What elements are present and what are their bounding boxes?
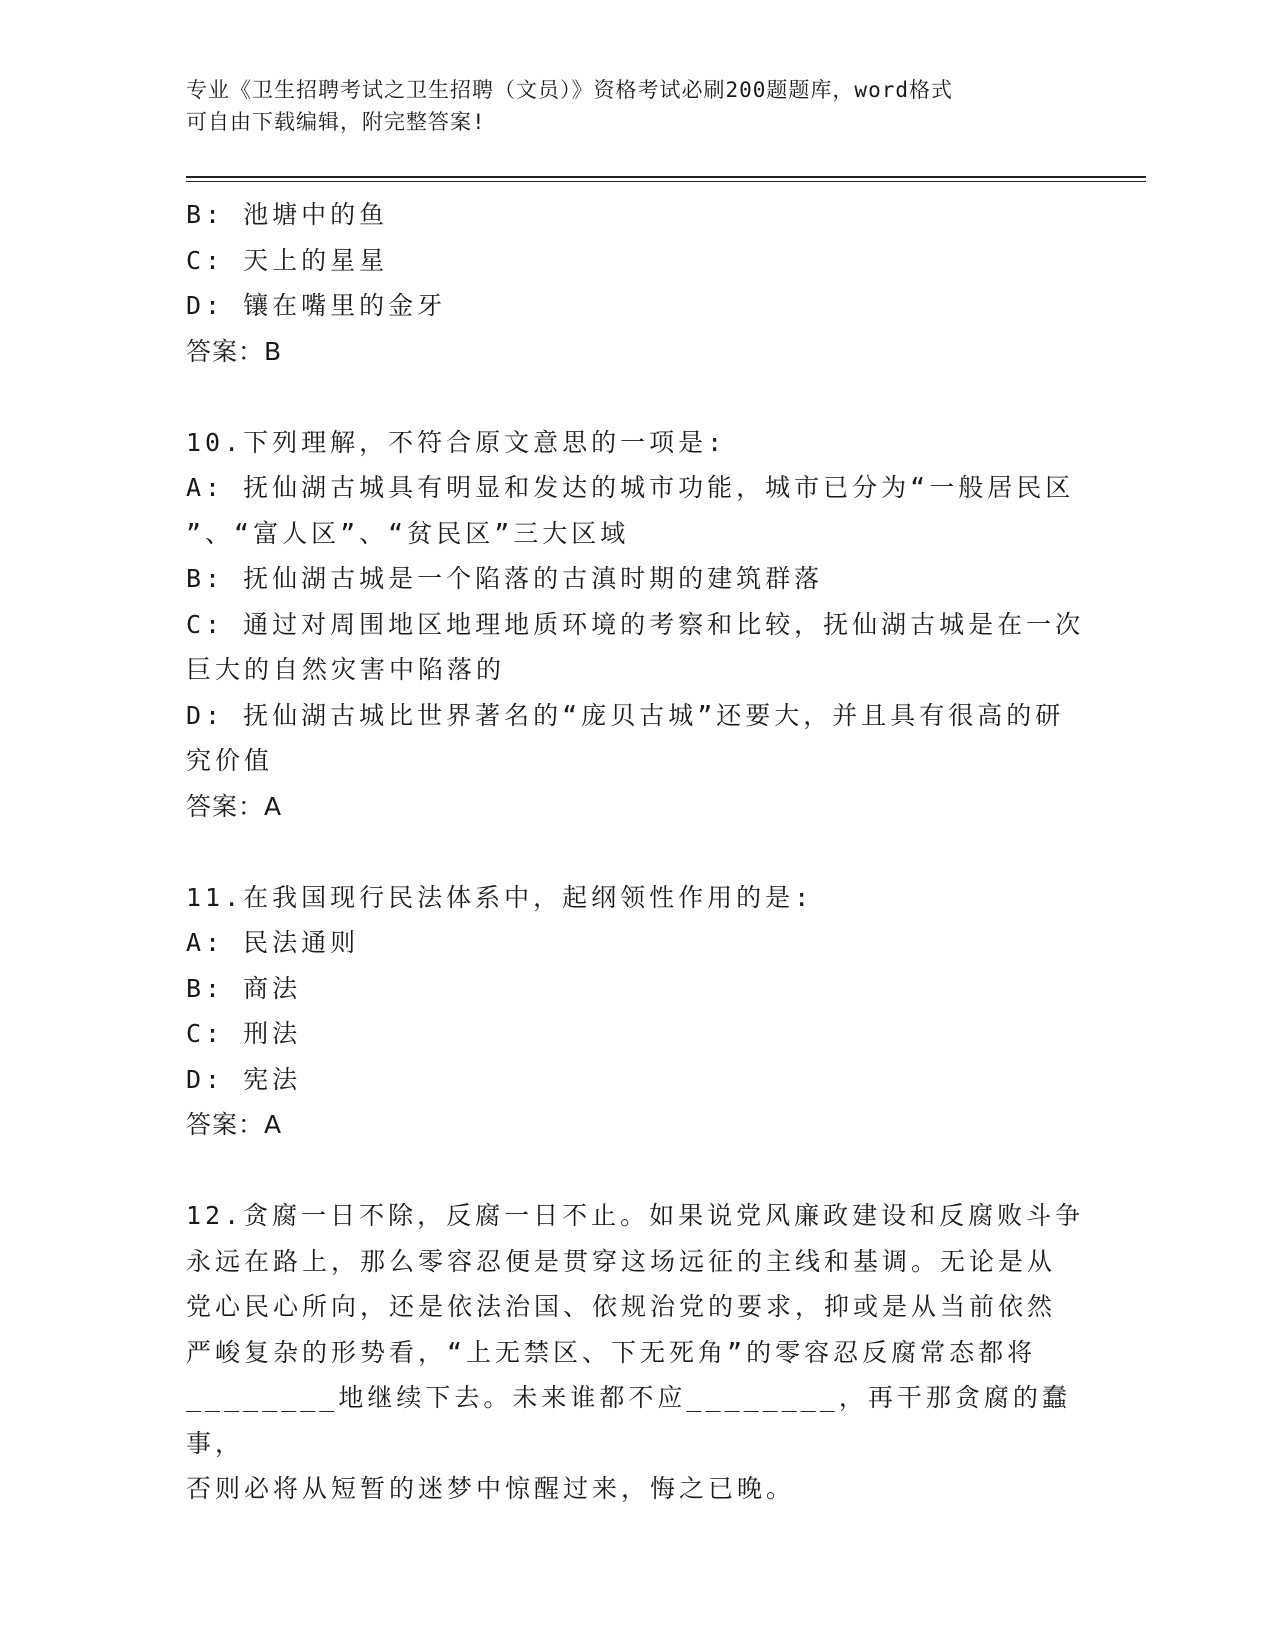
- option-d: D: 镶在嘴里的金牙: [186, 291, 447, 320]
- option-a-continued: ”、“富人区”、“贫民区”三大区域: [186, 518, 630, 548]
- question-9-tail: [186, 192, 1086, 374]
- option-b: B: 池塘中的鱼: [186, 200, 389, 229]
- spacer: [186, 374, 1086, 420]
- option-a: A: 抚仙湖古城具有明显和发达的城市功能，城市已分为“一般居民区: [186, 473, 1075, 502]
- answer: 答案：A: [186, 1110, 283, 1139]
- question-text-line: ________地继续下去。未来谁都不应________，再干那贪腐的蠢事，: [186, 1383, 1071, 1458]
- question-text-line: 否则必将从短暂的迷梦中惊醒过来，悔之已晚。: [186, 1474, 796, 1503]
- question-stem: 11.在我国现行民法体系中，起纲领性作用的是:: [186, 882, 814, 912]
- option-c: C: 通过对周围地区地理地质环境的考察和比较，抚仙湖古城是在一次: [186, 609, 1085, 639]
- question-11: [186, 875, 1086, 1148]
- question-10: [186, 420, 1086, 830]
- header-line-1: 专业《卫生招聘考试之卫生招聘（文员）》资格考试必刷200题题库，word格式: [186, 78, 953, 102]
- option-a: A: 民法通则: [186, 928, 360, 957]
- answer: 答案：B: [186, 336, 283, 366]
- option-b: B: 抚仙湖古城是一个陷落的古滇时期的建筑群落: [186, 564, 824, 593]
- option-c-continued: 巨大的自然灾害中陷落的: [186, 655, 506, 684]
- option-d: D: 宪法: [186, 1064, 302, 1094]
- option-c: C: 刑法: [186, 1019, 302, 1048]
- option-b: B: 商法: [186, 973, 302, 1003]
- question-text-line: 严峻复杂的形势看，“上无禁区、下无死角”的零容忍反腐常态都将: [186, 1337, 1037, 1367]
- question-12: [186, 1193, 1086, 1512]
- option-d: D: 抚仙湖古城比世界著名的“庞贝古城”还要大，并且具有很高的研: [186, 700, 1065, 730]
- document-body: [186, 192, 1086, 1512]
- header-rule-thick: [186, 176, 1146, 178]
- option-d-continued: 究价值: [186, 746, 274, 775]
- spacer: [186, 1148, 1086, 1194]
- header-line-2: 可自由下载编辑，附完整答案!: [186, 110, 486, 134]
- question-text-line: 党心民心所向，还是依法治国、依规治党的要求，抑或是从当前依然: [186, 1292, 1057, 1321]
- question-text-line: 永远在路上，那么零容忍便是贯穿这场远征的主线和基调。无论是从: [186, 1246, 1057, 1276]
- option-c: C: 天上的星星: [186, 245, 389, 275]
- question-text-line: 12.贪腐一日不除，反腐一日不止。如果说党风廉政建设和反腐败斗争: [186, 1201, 1085, 1230]
- answer: 答案：A: [186, 791, 283, 821]
- header-rule-thin: [186, 181, 1146, 182]
- question-stem: 10.下列理解，不符合原文意思的一项是:: [186, 427, 727, 457]
- document-header: [186, 74, 1066, 138]
- spacer: [186, 829, 1086, 875]
